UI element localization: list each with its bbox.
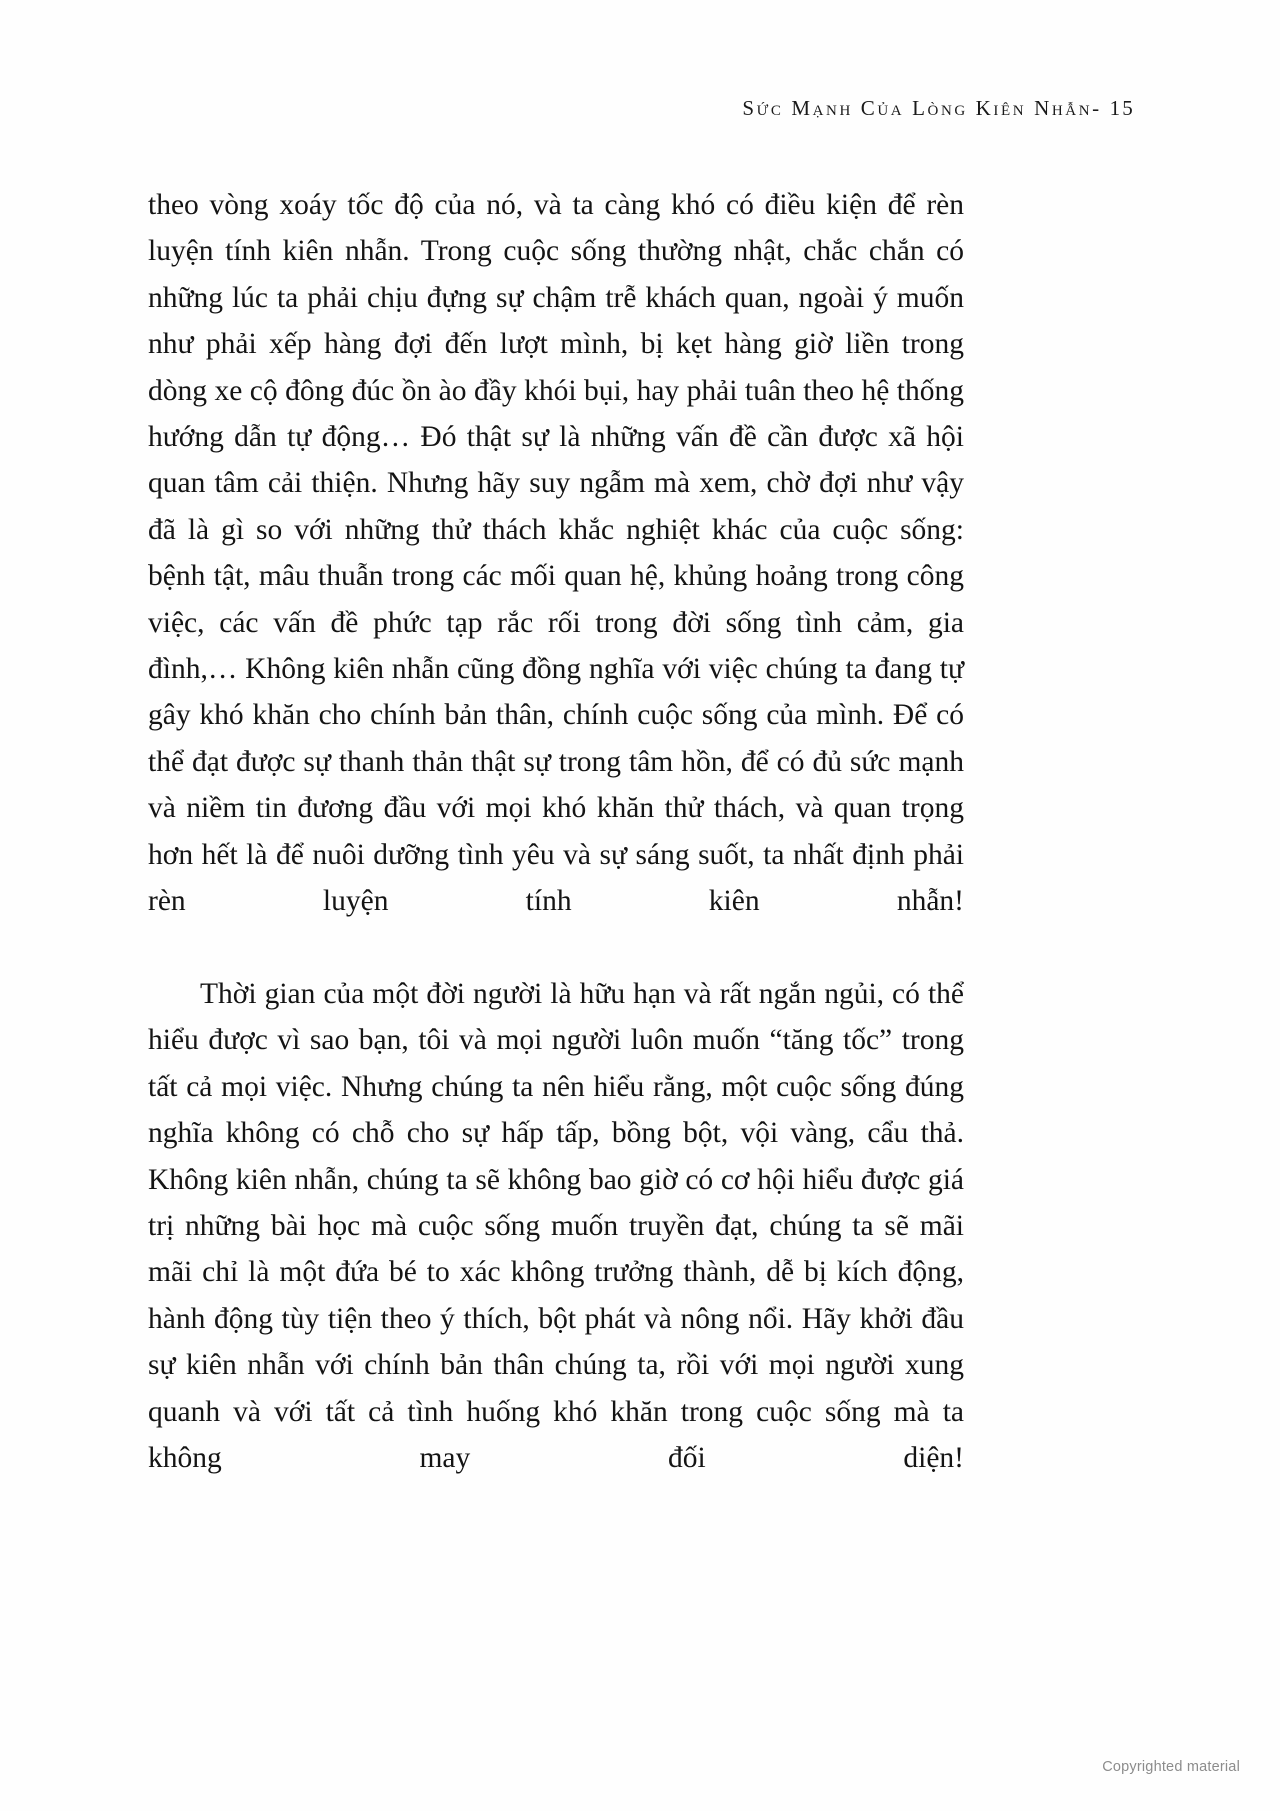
copyright-notice: Copyrighted material [1102,1759,1240,1775]
page-number: 15 [1109,96,1135,120]
running-head-title: Sức Mạnh Của Lòng Kiên Nhẫn- [742,96,1102,120]
paragraph-2: Thời gian của một đời người là hữu hạn và rất ngắn ngủi, có thể hiểu được vì sao bạn, tôi và mọi người luôn muốn “tăng tốc” trong tất cả mọi việc. Nhưng chúng ta nên hiểu rằng, một cuộc sống đúng nghĩa không có chỗ cho sự hấp tấp, bồng bột, vội vàng, cẩu thả. Không kiên nhẫn, chúng ta sẽ không bao giờ có cơ hội hiểu được giá trị những bài học mà cuộc sống muốn truyền đạt, chúng ta sẽ mãi mãi chỉ là một đứa bé to xác không trưởng thành, dễ bị kích động, hành động tùy tiện theo ý thích, bột phát và nông nổi. Hãy khởi đầu sự kiên nhẫn với chính bản thân chúng ta, rồi với mọi người xung quanh và với tất cả tình huống khó khăn trong cuộc sống mà ta không may đối diện! [148,977,964,1474]
body-text-column [148,182,964,1528]
running-head [742,96,1135,121]
paragraph-1: theo vòng xoáy tốc độ của nó, và ta càng khó có điều kiện để rèn luyện tính kiên nhẫn. Trong cuộc sống thường nhật, chắc chắn có những lúc ta phải chịu đựng sự chậm trễ khách quan, ngoài ý muốn như phải xếp hàng đợi đến lượt mình, bị kẹt hàng giờ liền trong dòng xe cộ đông đúc ồn ào đầy khói bụi, hay phải tuân theo hệ thống hướng dẫn tự động… Đó thật sự là những vấn đề cần được xã hội quan tâm cải thiện. Nhưng hãy suy ngẫm mà xem, chờ đợi như vậy đã là gì so với những thử thách khắc nghiệt khác của cuộc sống: bệnh tật, mâu thuẫn trong các mối quan hệ, khủng hoảng trong công việc, các vấn đề phức tạp rắc rối trong đời sống tình cảm, gia đình,… Không kiên nhẫn cũng đồng nghĩa với việc chúng ta đang tự gây khó khăn cho chính bản thân, chính cuộc sống của mình. Để có thể đạt được sự thanh thản thật sự trong tâm hồn, để có đủ sức mạnh và niềm tin đương đầu với mọi khó khăn thử thách, và quan trọng hơn hết là để nuôi dưỡng tình yêu và sự sáng suốt, ta nhất định phải rèn luyện tính kiên nhẫn! [148,189,964,918]
